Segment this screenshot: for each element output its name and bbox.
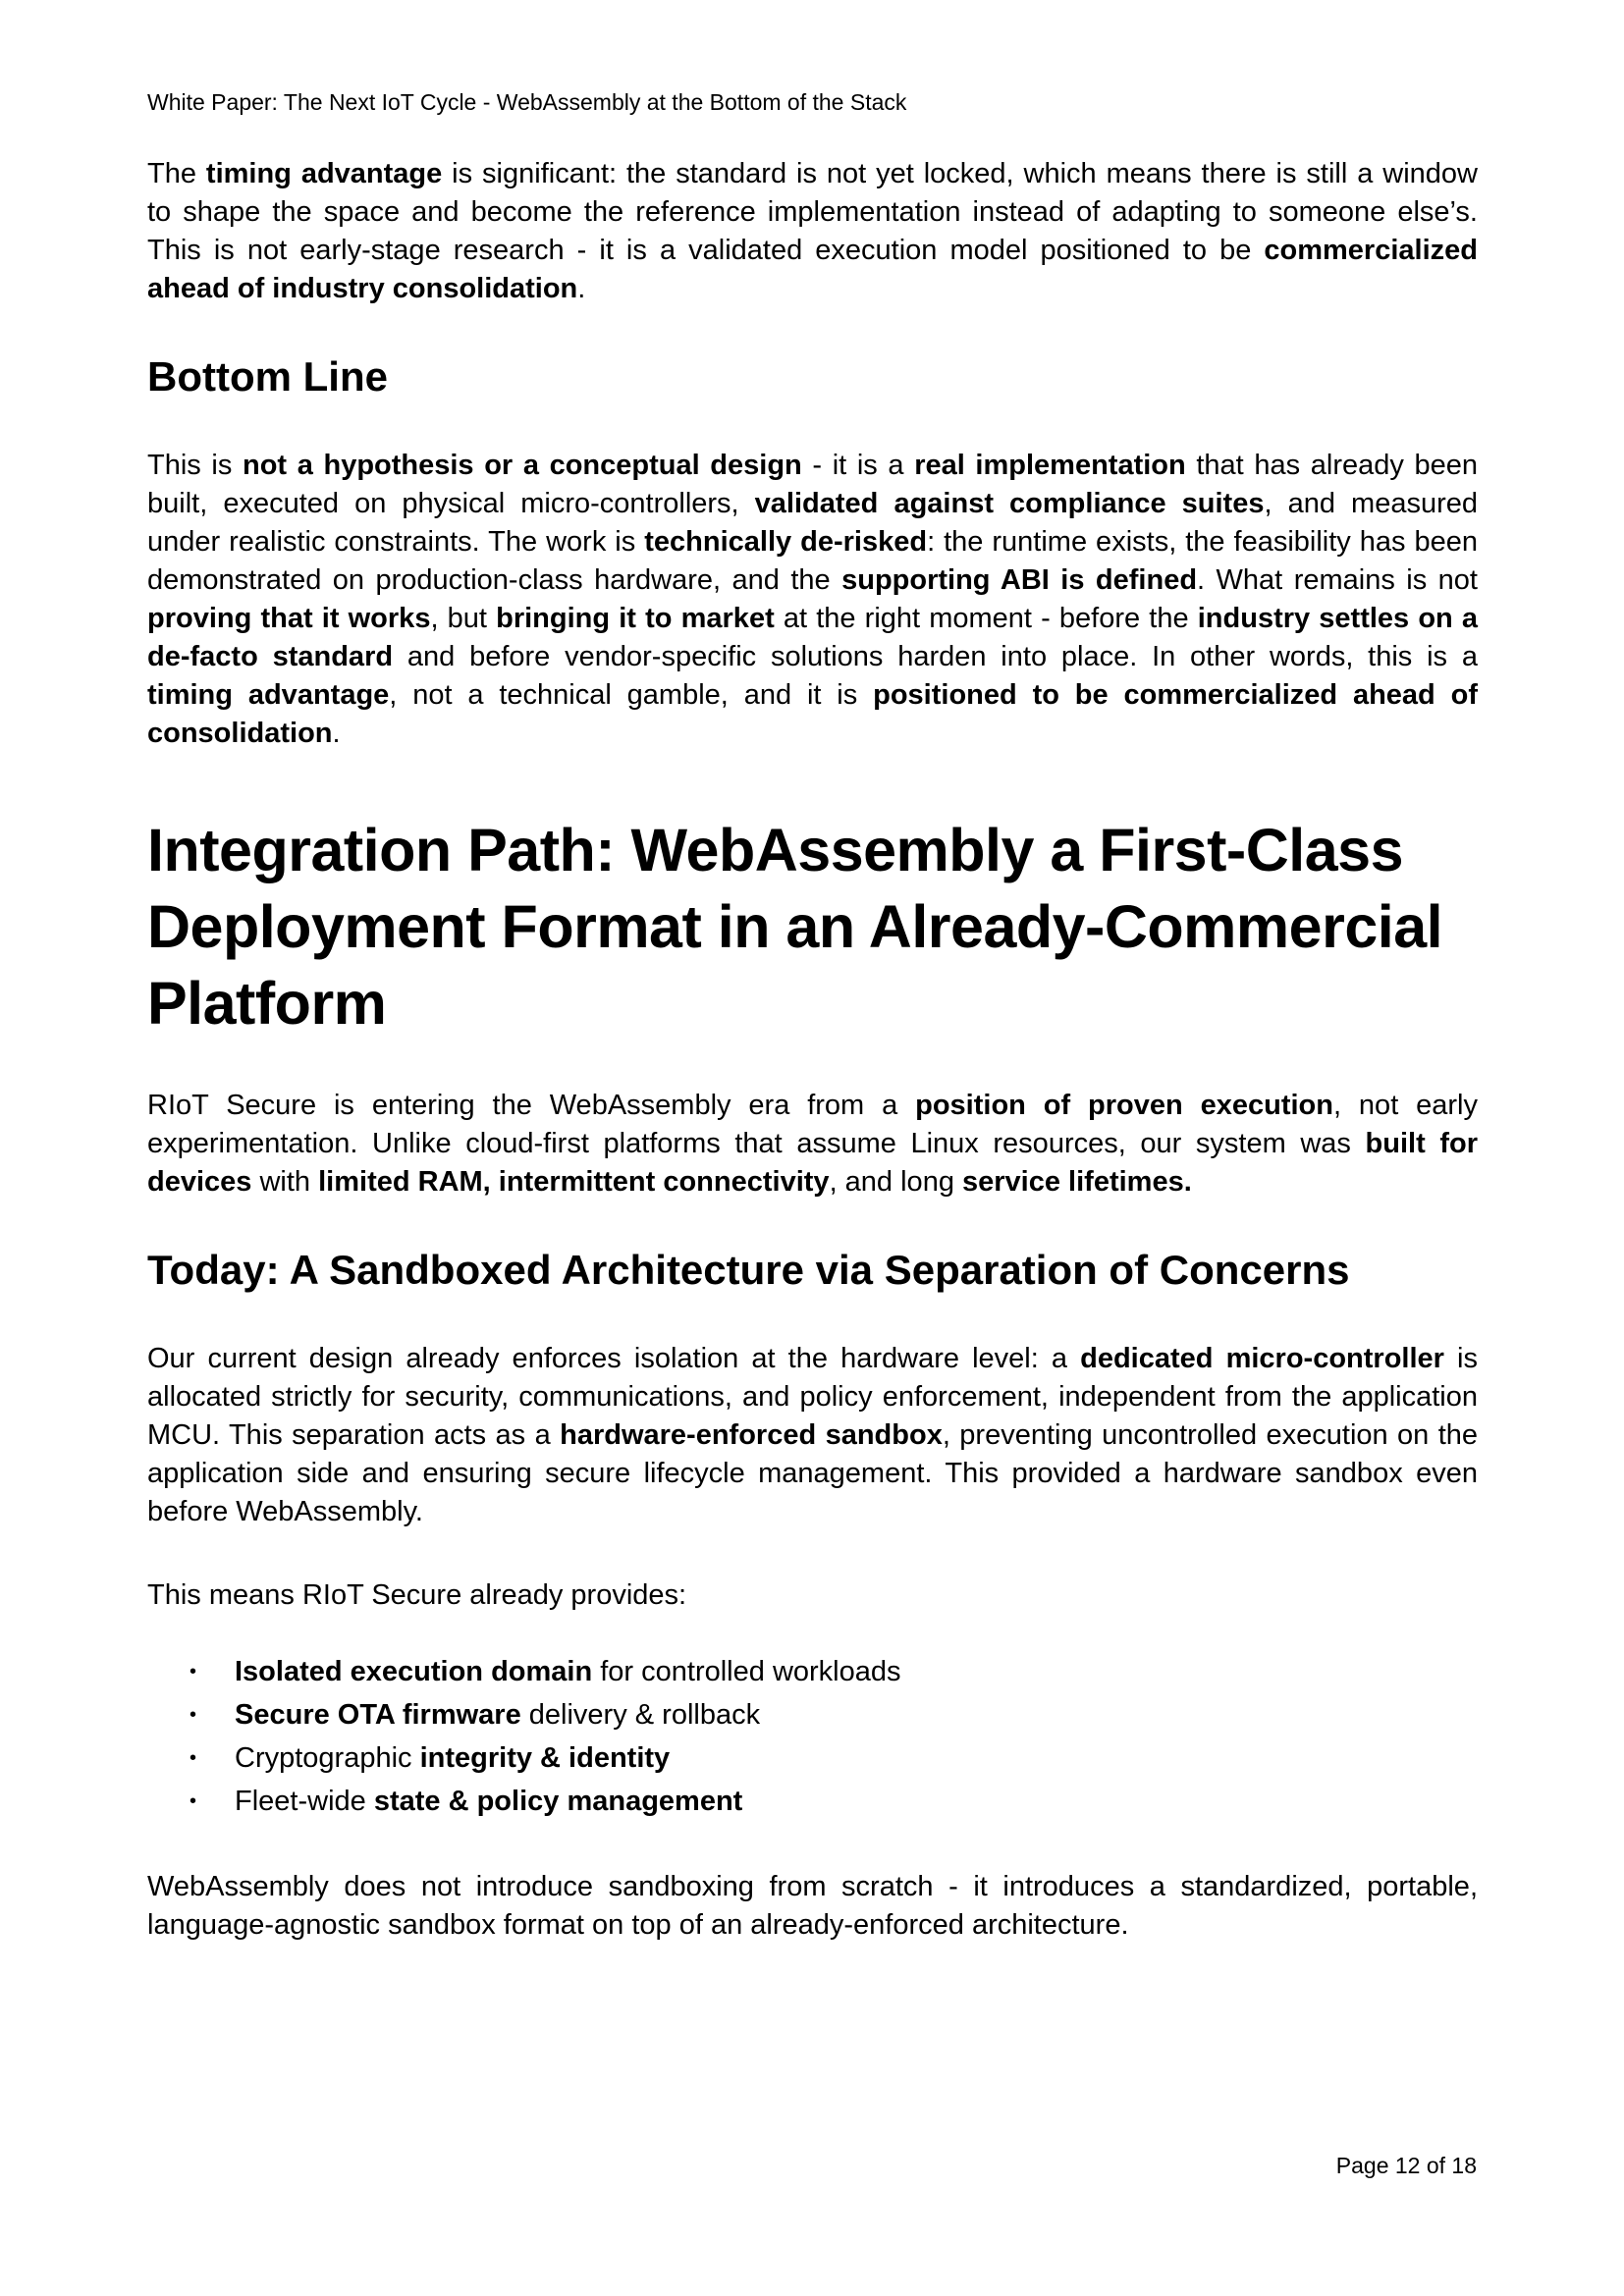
bold-text-run: proving that it works — [147, 603, 431, 634]
text-run: This means RIoT Secure already provides: — [147, 1579, 687, 1611]
bold-text-run: bringing it to market — [496, 603, 775, 634]
bold-text-run: Isolated execution domain — [235, 1656, 593, 1687]
list-item — [147, 1693, 1478, 1736]
paragraph — [147, 447, 1478, 753]
document-title: Integration Path: WebAssembly a First-Class Deployment Format in an Already-Commercial Platform — [147, 817, 1443, 1037]
bold-text-run: not a hypothesis or a conceptual design — [243, 450, 802, 481]
bullet-list — [147, 1650, 1478, 1823]
bullet-icon: • — [189, 1747, 197, 1769]
text-run: Fleet-wide — [235, 1786, 374, 1817]
text-run: , but — [430, 603, 497, 634]
bold-text-run: real implementation — [914, 450, 1186, 481]
text-run: , preventing uncontrolled execution on the application side and ensuring secure lifecycle management. This provided a hardware sandbox even before WebAssembly. — [147, 1419, 1479, 1527]
bold-text-run: dedicated micro-controller — [1080, 1343, 1444, 1374]
paragraph — [147, 155, 1478, 308]
paragraph — [147, 1087, 1478, 1201]
list-item — [147, 1736, 1478, 1780]
bold-text-run: commercialized ahead of industry consolidation — [147, 235, 1478, 304]
section-heading: Bottom Line — [147, 353, 388, 400]
list-item-text — [235, 1693, 760, 1736]
text-run: , not early experimentation. Unlike cloud-first platforms that assume Linux resources, our system was — [147, 1090, 1478, 1159]
text-run: at the right moment - before the — [774, 603, 1198, 634]
text-run: , not a technical gamble, and it is — [389, 679, 874, 711]
text-run: that has already been built, executed on physical micro-controllers, — [147, 450, 1479, 519]
bold-text-run: timing advantage — [205, 158, 443, 189]
text-run: : the runtime exists, the feasibility has been demonstrated on production-class hardware, and the — [147, 526, 1479, 596]
bullet-icon: • — [189, 1790, 197, 1812]
text-run: is allocated strictly for security, communications, and policy enforcement, independent from the application MCU. This separation acts as a — [147, 1343, 1478, 1451]
text-run: , and measured under realistic constraints. The work is — [147, 488, 1479, 558]
bold-text-run: supporting ABI is defined — [841, 564, 1198, 596]
text-run: delivery & rollback — [520, 1699, 761, 1731]
text-run: . What remains is not — [1197, 564, 1478, 596]
text-run: WebAssembly does not introduce sandboxing from scratch - it introduces a standardized, portable, language-agnostic sandbox format on top of an already-enforced architecture. — [147, 1871, 1478, 1941]
text-run: This is — [147, 450, 243, 481]
bold-text-run: industry settles on a de-facto standard — [147, 603, 1479, 672]
paragraph — [147, 1868, 1478, 1945]
bold-text-run: hardware-enforced sandbox — [560, 1419, 943, 1451]
list-item — [147, 1650, 1478, 1693]
bullet-icon: • — [189, 1661, 197, 1682]
text-run: . — [332, 718, 341, 749]
bold-text-run: technically de-risked — [644, 526, 928, 558]
page-number: Page 12 of 18 — [1335, 2153, 1477, 2178]
text-run: for controlled workloads — [592, 1656, 901, 1687]
text-run: Our current design already enforces isolation at the hardware level: a — [147, 1343, 1081, 1374]
text-run: Cryptographic — [235, 1742, 420, 1774]
text-run: and before vendor-specific solutions harden into place. In other words, this is a — [393, 641, 1478, 672]
bold-text-run: positioned to be commercialized ahead of consolidation — [147, 679, 1478, 749]
list-item-text — [235, 1780, 742, 1823]
text-run: - it is a — [801, 450, 915, 481]
text-run: with — [251, 1166, 319, 1198]
text-run: is significant: the standard is not yet locked, which means there is still a window to shape the space and become the reference implementation instead of adapting to someone else’s. This is not early-stage research - it is a validated execution model positioned to be — [147, 158, 1478, 266]
bold-text-run: service lifetimes. — [962, 1166, 1192, 1198]
paragraph — [147, 1340, 1478, 1531]
text-run: RIoT Secure is entering the WebAssembly era from a — [147, 1090, 916, 1121]
bold-text-run: built for devices — [147, 1128, 1478, 1198]
list-item-text — [235, 1736, 670, 1780]
document-body — [147, 155, 1478, 1945]
bold-text-run: integrity & identity — [419, 1742, 671, 1774]
bullet-icon: • — [189, 1704, 197, 1726]
bold-text-run: timing advantage — [147, 679, 390, 711]
text-run: , and long — [829, 1166, 963, 1198]
running-header: White Paper: The Next IoT Cycle - WebAssembly at the Bottom of the Stack — [147, 89, 907, 115]
text-run: . — [577, 273, 586, 304]
bold-text-run: position of proven execution — [915, 1090, 1333, 1121]
bold-text-run: Secure OTA firmware — [235, 1699, 521, 1731]
text-run: The — [147, 158, 206, 189]
list-item-text — [235, 1650, 901, 1693]
section-heading: Today: A Sandboxed Architecture via Separation of Concerns — [147, 1247, 1350, 1293]
bold-text-run: state & policy management — [373, 1786, 743, 1817]
bold-text-run: limited RAM, intermittent connectivity — [318, 1166, 830, 1198]
paragraph — [147, 1576, 1478, 1615]
bold-text-run: validated against compliance suites — [754, 488, 1265, 519]
list-item — [147, 1780, 1478, 1823]
